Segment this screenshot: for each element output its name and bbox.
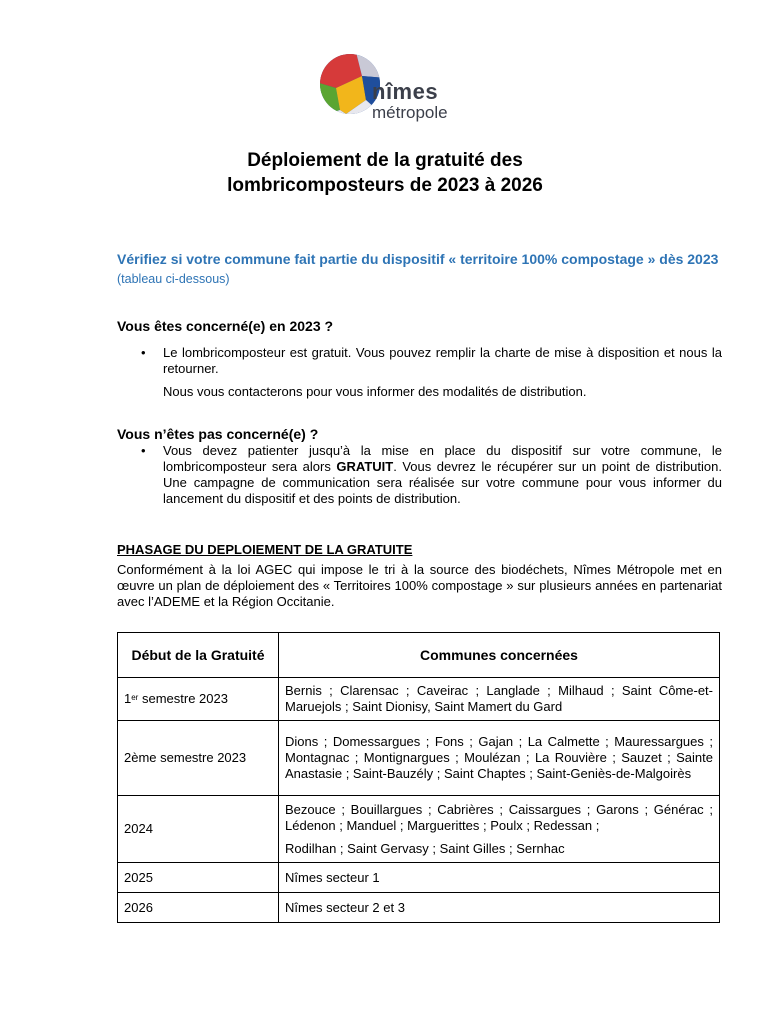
intro-strong-text: Vérifiez si votre commune fait partie du dispositif « territoire 100% compostage » dès 2023 [117, 251, 719, 267]
communes-text: Bezouce ; Bouillargues ; Cabrières ; Caissargues ; Garons ; Générac ; Lédenon ; Manduel ; Marguerittes ; Poulx ; Redessan ; [285, 801, 713, 833]
bullet-text-after: . Vous devrez le récupérer sur un point de distribution. Une campagne de communication sera réalisée sur votre commune pour vous informer du lancement du dispositif et des points de distribution. [163, 459, 722, 506]
start-rest: semestre 2023 [138, 691, 228, 706]
row-communes [279, 893, 720, 923]
logo-wordmark [372, 81, 448, 121]
bullet-dot-icon: • [141, 443, 146, 458]
table-row [118, 796, 720, 863]
bullet-dot-icon: • [141, 345, 146, 360]
communes-text: Bernis ; Clarensac ; Caveirac ; Langlade ; Milhaud ; Saint Côme-et-Maruejols ; Saint Dionisy, Saint Mamert du Gard [285, 683, 713, 714]
logo-word-metropole: métropole [372, 103, 448, 122]
bullet-text-bold: GRATUIT [336, 459, 394, 474]
intro-small-text: (tableau ci-dessous) [117, 272, 230, 286]
row-start: 2ème semestre 2023 [118, 721, 279, 796]
concerned-heading: Vous êtes concerné(e) en 2023 ? [117, 318, 334, 334]
table-row [118, 863, 720, 893]
intro-callout [117, 250, 722, 288]
header-start: Début de la Gratuité [118, 633, 279, 678]
table-row [118, 893, 720, 923]
concerned-paragraph: Nous vous contacterons pour vous informer des modalités de distribution. [163, 384, 587, 399]
start-number: 1 [124, 691, 132, 706]
not-concerned-heading: Vous n’êtes pas concerné(e) ? [117, 426, 319, 442]
communes-text: Nîmes secteur 1 [285, 869, 380, 885]
row-start: 2024 [118, 796, 279, 863]
row-communes [279, 678, 720, 721]
row-start: 2025 [118, 863, 279, 893]
phasage-title: PHASAGE DU DEPLOIEMENT DE LA GRATUITE [117, 542, 413, 557]
logo-word-nimes: nîmes [372, 79, 439, 104]
row-start: 2026 [118, 893, 279, 923]
title-line-1: Déploiement de la gratuité des [247, 150, 523, 171]
deployment-table [117, 632, 720, 923]
table-header-row [118, 633, 720, 678]
row-communes [279, 863, 720, 893]
start-superscript: er [131, 693, 139, 702]
document-title [0, 148, 770, 198]
not-concerned-bullet [117, 443, 722, 507]
phasage-body: Conformément à la loi AGEC qui impose le tri à la source des biodéchets, Nîmes Métropole met en œuvre un plan de déploiement des « Territoires 100% compostage » sur plusieurs années en partenariat avec l’ADEME et la Région Occitanie. [117, 562, 722, 609]
bullet-text-before: Vous devez patienter jusqu’à la mise en place du dispositif sur votre commune, le lombricomposteur sera alors [163, 443, 722, 474]
communes-text: Nîmes secteur 2 et 3 [285, 899, 405, 915]
row-communes [279, 796, 720, 863]
concerned-bullet-text: Le lombricomposteur est gratuit. Vous pouvez remplir la charte de mise à disposition et nous la retourner. [163, 345, 722, 376]
not-concerned-bullet-text [163, 443, 722, 507]
header-communes: Communes concernées [279, 633, 720, 678]
title-line-2: lombricomposteurs de 2023 à 2026 [227, 175, 543, 196]
communes-text-2: Rodilhan ; Saint Gervasy ; Saint Gilles ; Sernhac [285, 840, 565, 856]
table-row [118, 678, 720, 721]
row-communes [279, 721, 720, 796]
communes-text: Dions ; Domessargues ; Fons ; Gajan ; La Calmette ; Mauressargues ; Montagnac ; Montignargues ; Moulézan ; La Rouvière ; Sauzet ; Sainte Anastasie ; Saint-Bauzély ; Saint Chaptes ; Saint-Geniès-de-Malgoirès [285, 734, 713, 781]
row-start [118, 678, 279, 721]
table-row [118, 721, 720, 796]
concerned-bullet [117, 345, 722, 377]
